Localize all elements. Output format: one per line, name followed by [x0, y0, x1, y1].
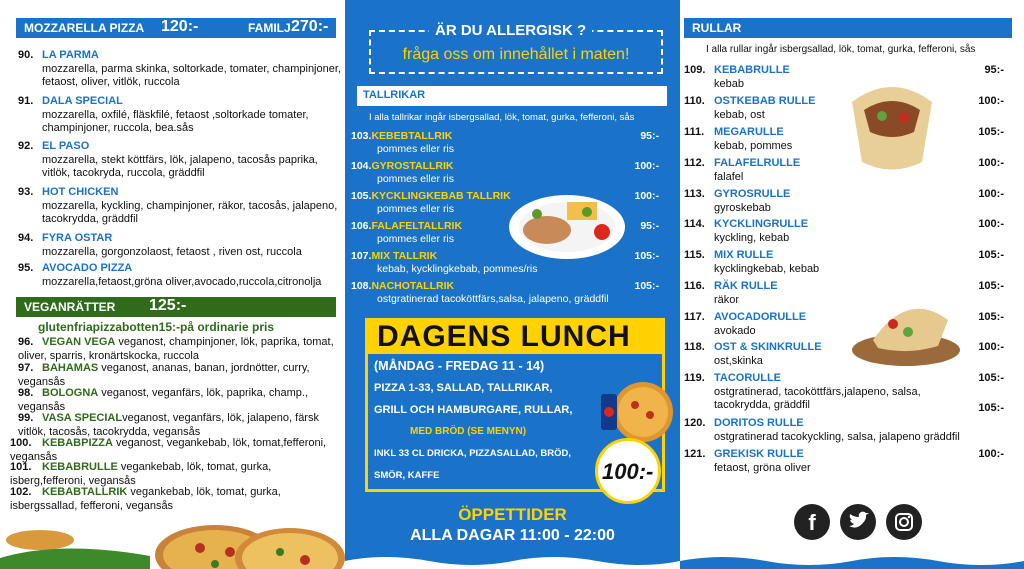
item-name: KEBABRULLE [42, 461, 118, 473]
lunch-line5: SMÖR, KAFFE [374, 470, 440, 481]
menu-item: 93. HOT CHICKEN mozzarella, kyckling, champinjoner, räkor, tacosås, jalapeno, tacokrydda, gräddfil [18, 186, 343, 227]
item-desc: vegankebab, lök, tomat, gurka, isberg,fefferoni, vegansås [10, 461, 272, 487]
item-price: 100:- [978, 157, 1004, 169]
roll-item: 114. KYCKLINGRULLE kyckling, kebab 100:- [684, 218, 1012, 245]
item-desc: gyroskebab [714, 201, 771, 214]
roll-item: 116. RÄK RULLE räkor 105:- [684, 280, 1012, 307]
item-name: FALAFELRULLE [714, 157, 801, 169]
item-desc: mozzarella, kyckling, champinjoner, räkor, tacosås, jalapeno, tacokrydda, gräddfil [42, 199, 338, 225]
plates-title: TALLRIKAR [363, 89, 426, 101]
vegan-item: 99. VASA SPECIALveganost, veganfärs, lök, jalapeno, färsk vitlök, tacosås, tacokrydda, vegansås [18, 412, 319, 438]
lunch-title: DAGENS LUNCH [377, 320, 631, 353]
item-name: BOLOGNA [42, 387, 99, 399]
item-name: FYRA OSTAR [42, 232, 113, 244]
allergy-line2: fråga oss om innehållet i maten! [402, 46, 630, 63]
wave-decoration [345, 549, 680, 569]
plate-item: 108.NACHOTALLRIK ostgratinerad tacoköttfärs,salsa, jalapeno, gräddfil 105:- [351, 280, 671, 306]
plates-header [357, 86, 667, 106]
pizza-price: 120:- [161, 18, 199, 35]
item-price: 100:- [978, 448, 1004, 460]
lunch-price: 100:- [602, 459, 654, 484]
social-icons [794, 504, 930, 544]
item-name: KEBABPIZZA [42, 437, 113, 449]
roll-item: 113. GYROSRULLE gyroskebab 100:- [684, 188, 1012, 215]
item-desc: ostgratinerad tacokyckling, salsa, jalapeno gräddfil [714, 430, 960, 443]
item-desc: kebab, ost [714, 108, 765, 121]
menu-item: 90. LA PARMA mozzarella, parma skinka, soltorkade, tomater, champinjoner, fetaost, oliver, vitlök, ruccola [18, 49, 343, 90]
item-desc: pommes eller ris [377, 143, 455, 155]
item-name: EL PASO [42, 140, 90, 152]
pizza-image [0, 500, 345, 569]
lunch-line3: MED BRÖD (SE MENYN) [410, 426, 527, 437]
item-desc: mozzarella, gorgonzolaost, fetaost , riven ost, ruccola [42, 245, 302, 258]
lunch-price-badge [595, 438, 661, 504]
wrap-image-bottom [848, 290, 960, 368]
menu-item: 91. DALA SPECIAL mozzarella, oxfilé, fläskfilé, fetaost ,soltorkade tomater, champinjoner, ruccola, bea.sås [18, 95, 343, 136]
item-desc: mozzarella, parma skinka, soltorkade, tomater, champinjoner, fetaost, oliver, vitlök, ruccola [42, 62, 341, 88]
item-name: MIX TALLRIK [371, 250, 438, 262]
item-name: MEGARULLE [714, 126, 784, 138]
left-panel [0, 0, 345, 569]
rolls-title: RULLAR [692, 21, 742, 35]
roll-item: 120. DORITOS RULLE ostgratinerad tacokyckling, salsa, jalapeno gräddfil [684, 417, 1012, 444]
roll-item: 115. MIX RULLE kycklingkebab, kebab 105:- [684, 249, 1012, 276]
roll-item: 119. TACORULLE ostgratinerad, tacoköttfärs,jalapeno, salsa, tacokrydda, gräddfil 105:- 105:- [684, 372, 1012, 413]
item-desc: kebab, kycklingkebab, pommes/ris [377, 263, 538, 275]
item-price: 95:- [640, 130, 659, 142]
item-name: OSTKEBAB RULLE [714, 95, 816, 107]
item-price: 105:- [978, 249, 1004, 261]
item-desc: kebab [714, 77, 744, 90]
item-price: 100:- [634, 190, 659, 202]
vegan-item: 97. BAHAMAS veganost, ananas, banan, jordnötter, curry, vegansås [18, 362, 310, 388]
item-name: KYCKLINGRULLE [714, 218, 809, 230]
allergy-box [369, 22, 663, 74]
rolls-header [684, 18, 1012, 38]
item-price: 105:- [978, 372, 1004, 384]
item-desc: ost,skinka [714, 354, 763, 367]
item-desc: ostgratinerad tacoköttfärs,salsa, jalapeno, gräddfil [377, 293, 609, 305]
menu-item: 94. FYRA OSTAR mozzarella, gorgonzolaost, fetaost , riven ost, ruccola [18, 232, 343, 259]
item-desc: vegankebab, lök, tomat, gurka, isbergssallad, fefferoni, vegansås [10, 486, 281, 512]
family-price: 270:- [291, 18, 329, 35]
plate-item: 105.KYCKLINGKEBAB TALLRIK pommes eller ris 100:- [351, 190, 671, 216]
item-desc: avokado [714, 324, 756, 337]
item-name: DALA SPECIAL [42, 95, 123, 107]
vegan-item: 100. KEBABPIZZA veganost, vegankebab, lök, tomat,fefferoni, vegansås [10, 437, 327, 463]
item-name: TACORULLE [714, 372, 782, 384]
rolls-note: I alla rullar ingår isbergsallad, lök, tomat, gurka, fefferoni, sås [706, 44, 976, 55]
roll-item: 117. AVOCADORULLE avokado 105:- [684, 311, 1012, 338]
vegan-item: 102. KEBABTALLRIK vegankebab, lök, tomat, gurka, isbergssallad, fefferoni, vegansås [10, 486, 281, 512]
hours-title: ÖPPETTIDER [458, 505, 567, 524]
item-price: 105:- [978, 311, 1004, 323]
item-name: LA PARMA [42, 49, 99, 61]
pizza-title: MOZZARELLA PIZZA [24, 21, 145, 35]
item-name: GYROSTALLRIK [371, 160, 454, 172]
plate-item: 104.GYROSTALLRIK pommes eller ris 100:- [351, 160, 671, 186]
vegan-item: 98. BOLOGNA veganost, veganfärs, lök, paprika, champ., vegansås [18, 387, 308, 413]
item-price: 100:- [978, 188, 1004, 200]
item-price: 95:- [640, 220, 659, 232]
plate-item: 106.FALAFELTALLRIK pommes eller ris 95:- [351, 220, 671, 246]
item-desc: veganost, veganfärs, lök, jalapeno, färsk vitlök, tacosås, tacokrydda, vegansås [18, 412, 319, 438]
item-desc: mozzarella, oxfilé, fläskfilé, fetaost ,soltorkade tomater, champinjoner, ruccola, bea.sås [42, 108, 309, 134]
item-price: 100:- [978, 218, 1004, 230]
item-name: KYCKLINGKEBAB TALLRIK [371, 190, 511, 202]
item-name: RÄK RULLE [714, 280, 778, 292]
vegan-price: 125:- [149, 297, 187, 314]
twitter-icon[interactable] [840, 504, 876, 540]
item-desc: veganost, vegankebab, lök, tomat,fefferoni, vegansås [10, 437, 327, 463]
item-desc: kycklingkebab, kebab [714, 262, 820, 275]
right-panel [680, 0, 1024, 569]
roll-item: 109. KEBABRULLE kebab 95:- [684, 64, 1012, 91]
lunch-line2: GRILL OCH HAMBURGARE, RULLAR, [374, 404, 573, 416]
item-name: DORITOS RULLE [714, 417, 804, 429]
plate-item: 107.MIX TALLRIK kebab, kycklingkebab, pommes/ris 105:- [351, 250, 671, 276]
roll-item: 112. FALAFELRULLE falafel 100:- [684, 157, 1012, 184]
item-price: 100:- [978, 95, 1004, 107]
menu-item: 92. EL PASO mozzarella, stekt köttfärs, lök, jalapeno, tacosås paprika, vitlök, tacokryda, ruccola, gräddfil [18, 140, 343, 181]
vegan-title: VEGANRÄTTER [24, 300, 116, 314]
allergy-line1: ÄR DU ALLERGISK ? [429, 22, 592, 39]
hours-value: ALLA DAGAR 11:00 - 22:00 [410, 527, 615, 544]
middle-panel [345, 0, 680, 569]
item-desc: mozzarella, stekt köttfärs, lök, jalapeno, tacosås paprika, vitlök, tacokryda, ruccola, gräddfil [42, 153, 318, 179]
item-name: AVOCADO PIZZA [42, 262, 133, 274]
item-price: 105:- [634, 250, 659, 262]
item-name: GYROSRULLE [714, 188, 791, 200]
menu-item: 95. AVOCADO PIZZA mozzarella,fetaost,gröna oliver,avocado,ruccola,citronolja [18, 262, 343, 289]
item-desc: ostgratinerad, tacoköttfärs,jalapeno, salsa, [714, 385, 921, 398]
item-name: BAHAMAS [42, 362, 99, 374]
lunch-title-bar [365, 318, 665, 354]
pizza-header [16, 18, 336, 38]
item-price: 100:- [634, 160, 659, 172]
family-label: FAMILJ [248, 21, 291, 35]
item-name: KEBABRULLE [714, 64, 790, 76]
item-name: AVOCADORULLE [714, 311, 807, 323]
item-name: NACHOTALLRIK [371, 280, 455, 292]
item-desc: pommes eller ris [377, 203, 455, 215]
item-desc: veganost, veganfärs, lök, paprika, champ., vegansås [18, 387, 308, 413]
roll-item: 118. OST & SKINKRULLE ost,skinka 100:- [684, 341, 1012, 368]
item-price: 105:- [978, 280, 1004, 292]
plates-note: I alla tallrikar ingår isbergsallad, lök, tomat, gurka, fefferoni, sås [369, 112, 635, 123]
item-desc: fetaost, gröna oliver [714, 461, 811, 474]
item-name: FALAFELTALLRIK [371, 220, 463, 232]
item-price: 100:- [978, 341, 1004, 353]
gluten-note: glutenfriapizzabotten15:-på ordinarie pris [38, 320, 275, 334]
item-price-2: 105:- [978, 402, 1004, 414]
item-desc: räkor [714, 293, 740, 306]
lunch-line4: INKL 33 CL DRICKA, PIZZASALLAD, BRÖD, [374, 448, 572, 459]
lunch-days: (MÅNDAG - FREDAG 11 - 14) [374, 359, 545, 373]
item-desc: falafel [714, 170, 744, 183]
item-desc: veganost, champinjoner, lök, paprika, tomat, oliver, sparris, kronärtskocka, ruccola [18, 336, 334, 362]
item-price: 95:- [984, 64, 1004, 76]
facebook-icon[interactable]: f [794, 504, 830, 540]
item-name: MIX RULLE [714, 249, 774, 261]
item-name: KEBABTALLRIK [42, 486, 128, 498]
item-desc: mozzarella,fetaost,gröna oliver,avocado,ruccola,citronolja [42, 275, 322, 288]
item-name: OST & SKINKRULLE [714, 341, 822, 353]
item-desc: kyckling, kebab [714, 231, 790, 244]
roll-item: 111. MEGARULLE kebab, pommes 105:- [684, 126, 1012, 153]
item-desc: pommes eller ris [377, 173, 455, 185]
roll-item: 121. GREKISK RULLE fetaost, gröna oliver 100:- [684, 448, 1012, 475]
item-desc: kebab, pommes [714, 139, 793, 152]
item-name: VASA SPECIAL [42, 412, 123, 424]
instagram-icon[interactable] [886, 504, 922, 540]
item-price: 105:- [634, 280, 659, 292]
item-name: VEGAN VEGA [42, 336, 116, 348]
wrap-image-top [842, 72, 944, 180]
item-name: KEBEBTALLRIK [371, 130, 453, 142]
vegan-item: 96. VEGAN VEGA veganost, champinjoner, lök, paprika, tomat, oliver, sparris, kronärtskocka, ruccola [18, 336, 334, 362]
item-price: 105:- [978, 126, 1004, 138]
lunch-line1: PIZZA 1-33, SALLAD, TALLRIKAR, [374, 382, 553, 394]
plate-item: 103.KEBEBTALLRIK pommes eller ris 95:- [351, 130, 671, 156]
plate-image [507, 182, 627, 262]
roll-item: 110. OSTKEBAB RULLE kebab, ost 100:- [684, 95, 1012, 122]
wave-decoration-right [680, 551, 1024, 569]
item-name: HOT CHICKEN [42, 186, 119, 198]
vegan-header [16, 297, 336, 317]
item-desc-2: tacokrydda, gräddfil [714, 399, 810, 411]
vegan-item: 101. KEBABRULLE vegankebab, lök, tomat, gurka, isberg,fefferoni, vegansås [10, 461, 272, 487]
item-desc: veganost, ananas, banan, jordnötter, curry, vegansås [18, 362, 310, 388]
item-desc: pommes eller ris [377, 233, 455, 245]
item-name: GREKISK RULLE [714, 448, 804, 460]
